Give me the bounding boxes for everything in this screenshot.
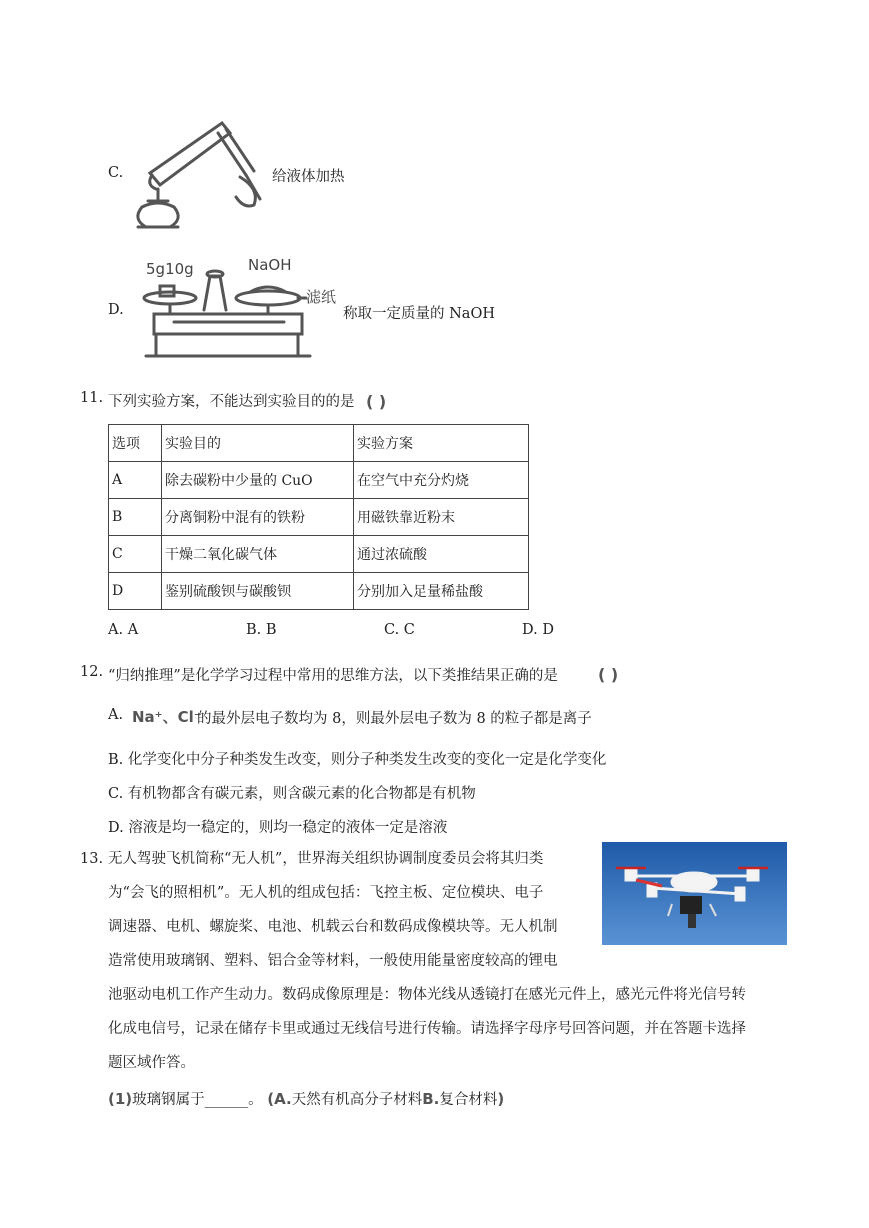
table-cell: A	[109, 462, 162, 499]
q13-sub1-blank[interactable]: ______	[204, 1092, 249, 1108]
q12-option-a-ions: Na⁺、Cl⁻	[132, 708, 202, 726]
table-row	[109, 499, 529, 536]
q13-line: 池驱动电机工作产生动力。数码成像原理是：物体光线从透镜打在感光元件上，感光元件将光信号转	[108, 987, 746, 1003]
q12-option-d[interactable]: D. 溶液是均一稳定的，则均一稳定的液体一定是溶液	[108, 820, 448, 836]
table-cell: 除去碳粉中少量的 CuO	[162, 462, 354, 499]
q13-sub1-choice-b[interactable]: 复合材料	[439, 1092, 498, 1108]
weights-label: 5g10g	[146, 260, 194, 278]
naoh-label: NaOH	[248, 256, 292, 274]
table-cell: 通过浓硫酸	[354, 536, 529, 573]
balance-figure	[138, 252, 338, 364]
experiment-table	[108, 424, 529, 610]
table-cell: D	[109, 573, 162, 610]
q11-choice-a[interactable]: A. A	[108, 622, 139, 638]
q13-sub1-open: (A.	[267, 1090, 292, 1108]
q11-choice-c[interactable]: C. C	[384, 622, 415, 638]
q13-line: 调速器、电机、螺旋桨、电池、机载云台和数码成像模块等。无人机制	[108, 919, 558, 935]
q13-sub1-close: )	[497, 1090, 505, 1108]
q12-option-a-letter[interactable]: A.	[108, 707, 124, 723]
table-cell: 鉴别硫酸钡与碳酸钡	[162, 573, 354, 610]
q11-number: 11.	[80, 390, 104, 406]
table-header: 实验方案	[354, 425, 529, 462]
q13-line: 造常使用玻璃钢、塑料、铝合金等材料，一般使用能量密度较高的锂电	[108, 953, 558, 969]
table-cell: B	[109, 499, 162, 536]
q13-sub1-end: 。	[248, 1092, 263, 1108]
q13-line: 无人驾驶飞机简称“无人机”，世界海关组织协调制度委员会将其归类	[108, 851, 544, 867]
table-cell: 分别加入足量稀盐酸	[354, 573, 529, 610]
q13-sub1-choice-a[interactable]: 天然有机高分子材料	[291, 1092, 423, 1108]
table-row	[109, 462, 529, 499]
option-d-text: 称取一定质量的 NaOH	[343, 306, 495, 322]
q12-number: 12.	[80, 664, 104, 680]
table-row	[109, 573, 529, 610]
q11-paren: ( )	[366, 392, 387, 411]
q11-stem: 下列实验方案，不能达到实验目的的是	[108, 394, 355, 410]
table-header: 选项	[109, 425, 162, 462]
table-header-row	[109, 425, 529, 462]
option-c-text: 给液体加热	[272, 169, 345, 185]
drone-photo	[602, 842, 787, 945]
q13-sub1	[108, 1088, 504, 1109]
q13-sub1-b-label: B.	[422, 1090, 440, 1108]
table-cell: 干燥二氧化碳气体	[162, 536, 354, 573]
table-row	[109, 536, 529, 573]
q13-sub1-num: (1)	[108, 1090, 133, 1108]
q13-line: 化成电信号，记录在储存卡里或通过无线信号进行传输。请选择字母序号回答问题，并在答题卡选择	[108, 1021, 746, 1037]
table-cell: 用磁铁靠近粉末	[354, 499, 529, 536]
table-cell: 在空气中充分灼烧	[354, 462, 529, 499]
q11-choice-d[interactable]: D. D	[522, 622, 554, 638]
q12-option-c[interactable]: C. 有机物都含有碳元素，则含碳元素的化合物都是有机物	[108, 786, 476, 802]
q12-stem: “归纳推理”是化学学习过程中常用的思维方法，以下类推结果正确的是	[108, 668, 558, 684]
filter-paper-label: 滤纸	[306, 288, 337, 306]
q13-line: 题区域作答。	[108, 1055, 195, 1071]
option-c-letter: C.	[108, 165, 124, 181]
q12-option-a-text: 的最外层电子数均为 8，则最外层电子数为 8 的粒子都是离子	[197, 711, 592, 727]
table-cell: C	[109, 536, 162, 573]
q13-line: 为“会飞的照相机”。无人机的组成包括：飞控主板、定位模块、电子	[108, 885, 544, 901]
table-cell: 分离铜粉中混有的铁粉	[162, 499, 354, 536]
q13-number: 13.	[80, 851, 104, 867]
heating-liquid-figure	[130, 115, 270, 233]
q11-choice-b[interactable]: B. B	[246, 622, 277, 638]
q13-sub1-text: 玻璃钢属于	[132, 1092, 205, 1108]
q12-option-b[interactable]: B. 化学变化中分子种类发生改变，则分子种类发生改变的变化一定是化学变化	[108, 752, 607, 768]
q12-paren: ( )	[598, 665, 619, 684]
option-d-letter: D.	[108, 302, 124, 318]
table-header: 实验目的	[162, 425, 354, 462]
